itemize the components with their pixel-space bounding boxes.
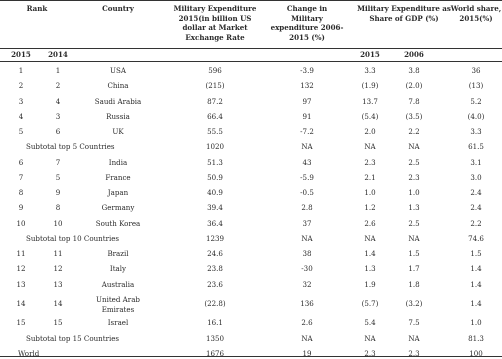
world-share-cell: 1.4 [470, 279, 482, 289]
gdp-share-2015-cell: 2.3 [364, 157, 376, 167]
expenditure-cell: 596 [208, 66, 222, 75]
change-cell: -30 [301, 264, 313, 274]
gdp-share-2006-cell: 2.3 [408, 348, 420, 358]
gdp-share-2015-cell: 1.0 [364, 188, 376, 197]
world-share-cell: 1.4 [470, 299, 482, 309]
gdp-share-2015-cell: 1.9 [364, 279, 376, 289]
expenditure-cell: (22.8) [204, 299, 226, 309]
header-country: Country [102, 4, 134, 13]
rank-2015-cell: 1 [18, 66, 24, 75]
rank-2015-cell: 11 [16, 249, 26, 258]
country-cell-line-2: Emirates [101, 304, 135, 314]
gdp-share-2006-cell: 1.3 [408, 203, 420, 213]
rank-2015-cell: 14 [16, 299, 26, 309]
expenditure-cell: (215) [205, 81, 225, 91]
rank-2015-cell: 4 [18, 111, 24, 121]
world-row-label: World [18, 348, 40, 358]
country-cell: Brazil [107, 249, 129, 258]
world-share-cell: 36 [471, 66, 481, 75]
gdp-share-2015-cell: 1.4 [364, 249, 376, 258]
change-cell: 37 [302, 218, 312, 228]
rank-2015-cell: 13 [16, 279, 26, 289]
header-world-share: World share, 2015(%) [450, 4, 502, 23]
change-cell: 91 [302, 111, 312, 121]
change-cell: -0.5 [300, 188, 314, 197]
country-cell: Russia [106, 111, 130, 121]
world-share-cell: 100 [469, 348, 483, 358]
rank-2014-cell: 14 [53, 299, 63, 309]
expenditure-cell: 1676 [205, 348, 225, 358]
gdp-share-2015-cell: 2.6 [364, 218, 376, 228]
gdp-share-2006-cell: 7.5 [408, 318, 420, 328]
gdp-share-2015-cell: 1.2 [364, 203, 376, 213]
rank-2014-cell: 4 [55, 96, 61, 106]
change-cell: 97 [302, 96, 312, 106]
world-share-cell: 3.3 [470, 127, 482, 136]
expenditure-cell: 51.3 [207, 157, 223, 167]
gdp-share-2015-cell: 2.1 [364, 172, 376, 182]
change-cell: 43 [302, 157, 312, 167]
expenditure-cell: 23.6 [207, 279, 223, 289]
change-cell: 32 [302, 279, 312, 289]
world-share-cell: 74.6 [468, 233, 484, 243]
expenditure-cell: 1020 [205, 142, 225, 152]
gdp-share-2015-cell: 3.3 [364, 66, 376, 75]
change-cell: 2.8 [301, 203, 313, 213]
gdp-share-2015-cell: 13.7 [362, 96, 378, 106]
rank-2015-cell: 12 [16, 264, 26, 274]
change-cell: 38 [302, 249, 312, 258]
subheader-gdp-2015: 2015 [360, 50, 380, 59]
country-cell: Israel [107, 318, 129, 328]
gdp-share-2006-cell: NA [408, 233, 420, 243]
world-share-cell: 3.1 [470, 157, 482, 167]
rank-2014-cell: 12 [53, 264, 63, 274]
world-share-cell: 61.5 [468, 142, 484, 152]
country-cell: Germany [101, 203, 135, 213]
gdp-share-2006-cell: (3.5) [405, 111, 423, 121]
country-cell: USA [110, 66, 126, 75]
gdp-share-2006-cell: 1.5 [408, 249, 420, 258]
rank-2015-cell: 9 [18, 203, 24, 213]
change-cell: NA [301, 333, 313, 343]
gdp-share-2015-cell: 2.0 [364, 127, 376, 136]
gdp-share-2006-cell: 7.8 [408, 96, 420, 106]
rank-2014-cell: 5 [55, 172, 61, 182]
gdp-share-2015-cell: (5.4) [361, 111, 379, 121]
gdp-share-2006-cell: 1.7 [408, 264, 420, 274]
expenditure-cell: 24.6 [207, 249, 223, 258]
change-cell: 136 [300, 299, 314, 309]
world-share-cell: (4.0) [467, 111, 485, 121]
gdp-share-2015-cell: (5.7) [361, 299, 379, 309]
rank-2015-cell: 10 [16, 218, 26, 228]
header-rank: Rank [26, 4, 48, 13]
change-cell: NA [301, 142, 313, 152]
gdp-share-2006-cell: 2.2 [408, 127, 420, 136]
gdp-share-2015-cell: 2.3 [364, 348, 376, 358]
rank-2015-cell: 8 [18, 188, 24, 197]
rank-2014-cell: 6 [55, 127, 61, 136]
rank-2014-cell: 10 [53, 218, 63, 228]
country-cell: Japan [107, 188, 129, 197]
change-cell: 132 [300, 81, 314, 91]
expenditure-cell: 1350 [205, 333, 225, 343]
world-share-cell: 81.3 [468, 333, 484, 343]
gdp-share-2006-cell: NA [408, 333, 420, 343]
world-share-cell: 1.5 [470, 249, 482, 258]
gdp-share-2006-cell: 2.5 [408, 157, 420, 167]
gdp-share-2015-cell: NA [364, 142, 376, 152]
world-share-cell: 2.4 [470, 203, 482, 213]
expenditure-cell: 87.2 [207, 96, 223, 106]
rank-2015-cell: 7 [18, 172, 24, 182]
change-cell: 2.6 [301, 318, 313, 328]
subheader-rank-2014: 2014 [48, 50, 68, 59]
expenditure-cell: 23.8 [207, 264, 223, 274]
world-share-cell: 5.2 [470, 96, 482, 106]
country-cell: India [108, 157, 128, 167]
country-cell: France [105, 172, 131, 182]
world-share-cell: 3.0 [470, 172, 482, 182]
subheader-rule [0, 61, 502, 62]
gdp-share-2006-cell: 2.5 [408, 218, 420, 228]
country-cell: South Korea [95, 218, 141, 228]
world-share-cell: (13) [468, 81, 484, 91]
subheader-rank-2015: 2015 [11, 50, 31, 59]
header-share-gdp: Military Expenditure as Share of GDP (%) [357, 4, 451, 23]
header-change: Change in Military expenditure 2006- 2015 (%) [270, 4, 344, 42]
gdp-share-2015-cell: 1.3 [364, 264, 376, 274]
country-cell: Italy [109, 264, 127, 274]
gdp-share-2006-cell: (3.2) [405, 299, 423, 309]
subtotal-label: Subtotal top 10 Countries [26, 233, 120, 243]
top-rule [0, 0, 502, 1]
country-cell: UK [112, 127, 124, 136]
expenditure-cell: 36.4 [207, 218, 223, 228]
change-cell: 19 [302, 348, 312, 358]
country-cell: Australia [101, 279, 135, 289]
rank-2015-cell: 2 [18, 81, 24, 91]
rank-2014-cell: 2 [55, 81, 61, 91]
rank-2015-cell: 3 [18, 96, 24, 106]
world-share-cell: 2.4 [470, 188, 482, 197]
gdp-share-2006-cell: 1.8 [408, 279, 420, 289]
expenditure-cell: 40.9 [207, 188, 223, 197]
rank-2015-cell: 6 [18, 157, 24, 167]
gdp-share-2006-cell: NA [408, 142, 420, 152]
rank-2014-cell: 11 [53, 249, 63, 258]
change-cell: -7.2 [300, 127, 314, 136]
rank-2014-cell: 15 [53, 318, 63, 328]
gdp-share-2006-cell: (2.0) [405, 81, 423, 91]
header-military-expenditure: Military Expenditure 2015(in billion US dollar at Market Exchange Rate [173, 4, 257, 42]
change-cell: -3.9 [300, 66, 314, 75]
country-cell-line-1: United Arab [96, 294, 140, 304]
expenditure-cell: 1239 [205, 233, 225, 243]
gdp-share-2006-cell: 2.3 [408, 172, 420, 182]
expenditure-cell: 39.4 [207, 203, 223, 213]
world-share-cell: 1.4 [470, 264, 482, 274]
country-cell: China [107, 81, 129, 91]
country-cell: Saudi Arabia [94, 96, 142, 106]
rank-2014-cell: 9 [55, 188, 61, 197]
expenditure-cell: 50.9 [207, 172, 223, 182]
gdp-share-2015-cell: 5.4 [364, 318, 376, 328]
expenditure-cell: 66.4 [207, 111, 223, 121]
gdp-share-2015-cell: (1.9) [361, 81, 379, 91]
gdp-share-2015-cell: NA [364, 333, 376, 343]
gdp-share-2015-cell: NA [364, 233, 376, 243]
header-rule [0, 48, 502, 49]
gdp-share-2006-cell: 1.0 [408, 188, 420, 197]
rank-2014-cell: 8 [55, 203, 61, 213]
rank-2014-cell: 13 [53, 279, 63, 289]
rank-2015-cell: 5 [18, 127, 24, 136]
rank-2014-cell: 1 [55, 66, 61, 75]
change-cell: NA [301, 233, 313, 243]
world-share-cell: 2.2 [470, 218, 482, 228]
subtotal-label: Subtotal top 5 Countries [26, 142, 115, 152]
world-share-cell: 1.0 [470, 318, 482, 328]
rank-2014-cell: 7 [55, 157, 61, 167]
expenditure-cell: 16.1 [207, 318, 223, 328]
subtotal-label: Subtotal top 15 Countries [26, 333, 120, 343]
rank-2015-cell: 15 [16, 318, 26, 328]
change-cell: -5.9 [300, 172, 314, 182]
subheader-gdp-2006: 2006 [404, 50, 424, 59]
expenditure-cell: 55.5 [207, 127, 223, 136]
rank-2014-cell: 3 [55, 111, 61, 121]
gdp-share-2006-cell: 3.8 [408, 66, 420, 75]
